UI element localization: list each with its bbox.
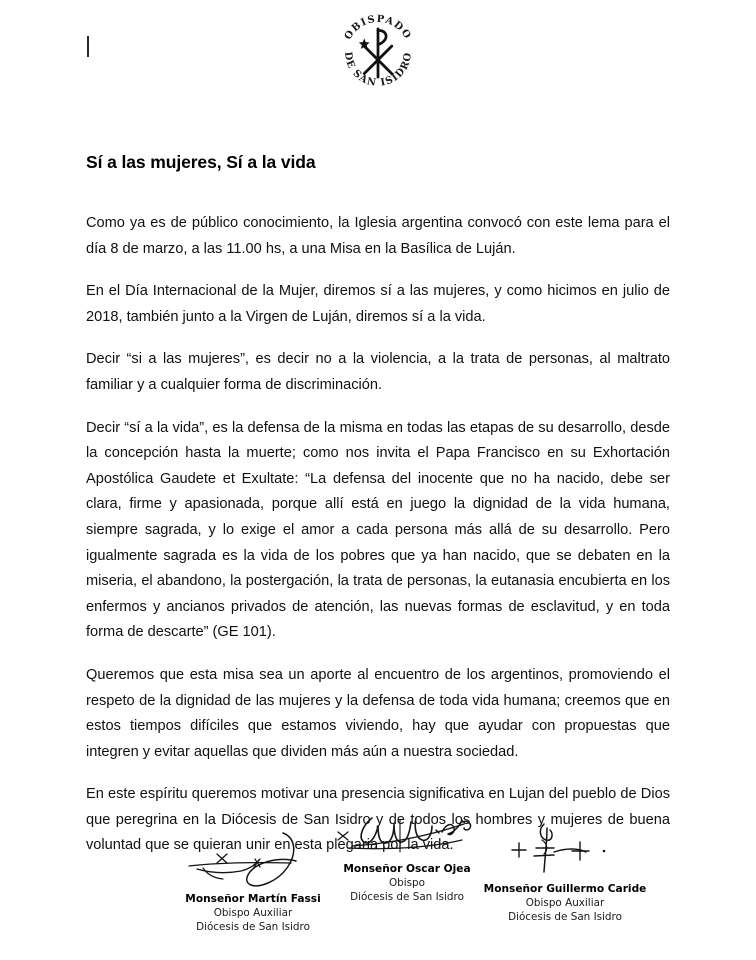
paragraph-5: Queremos que esta misa sea un aporte al encuentro de los argentinos, promoviendo el respeto de la dignidad de las mujeres y la defensa de toda vida humana; creemos que en estos tiempos difíciles que estamos viviendo, hay que ayudar con propuestas que integren y evitar aquellas que dividen más aún a nuestra sociedad. (86, 666, 670, 760)
signature-role: Obispo Auxiliar (213, 907, 293, 919)
paragraph-6: En este espíritu queremos motivar una presencia significativa en Lujan del pueblo de Dios que peregrina en la Diócesis de San Isidro y de todos los hombres y mujeres de buena voluntad que se quieran unir en esta plegaria por la vida. (86, 786, 670, 854)
margin-tick-mark (87, 36, 89, 57)
signature-role: Obispo (388, 877, 426, 889)
paragraph-1: Como ya es de público conocimiento, la Iglesia argentina convocó con este lema para el día 8 de marzo, a las 11.00 hs, a una Misa en la Basílica de Luján. (86, 215, 670, 257)
document-body (86, 152, 670, 859)
signature-row (0, 806, 756, 960)
handwritten-signature-caride-icon (452, 820, 678, 882)
signature-block-caride (452, 820, 678, 924)
svg-text:OBISPADO: OBISPADO (342, 13, 414, 42)
paragraph-2: En el Día Internacional de la Mujer, diremos sí a las mujeres, y como hicimos en julio de 2018, también junto a la Virgen de Luján, diremos sí a la vida. (86, 283, 670, 325)
letterhead (0, 0, 756, 108)
signature-diocese: Diócesis de San Isidro (350, 891, 464, 903)
signature-name: Monseñor Martín Fassi (185, 893, 321, 905)
signature-name: Monseñor Oscar Ojea (343, 863, 471, 875)
obispado-seal-icon (335, 10, 421, 96)
signature-name: Monseñor Guillermo Caride (483, 883, 647, 895)
signature-role: Obispo Auxiliar (525, 897, 605, 909)
page-title: Sí a las mujeres, Sí a la vida (86, 152, 316, 172)
svg-text:DE SAN ISIDRO: DE SAN ISIDRO (341, 51, 415, 89)
signature-diocese: Diócesis de San Isidro (508, 911, 622, 923)
signature-diocese: Diócesis de San Isidro (196, 921, 310, 933)
paragraph-3: Decir “si a las mujeres”, es decir no a la violencia, a la trata de personas, al maltrato familiar y a cualquier forma de discriminación. (86, 351, 670, 393)
paragraph-4-quote-gaudete-et-exultate: Decir “sí a la vida”, es la defensa de la misma en todas las etapas de su desarrollo, desde la concepción hasta la muerte; como nos invita el Papa Francisco en su Exhortación Apostólica Gaudete et Exultate: “La defensa del inocente que no ha nacido, debe ser clara, firme y apasionada, porque allí está en juego la dignidad de la vida humana, siempre sagrada, y lo exige el amor a cada persona más allá de su desarrollo. Pero igualmente sagrada es la vida de los pobres que ya han nacido, que se debaten en la miseria, el abandono, la postergación, la trata de personas, la eutanasia encubierta en los enfermos y ancianos privados de atención, las nuevas formas de esclavitud, y en toda forma de descarte” (GE 101). (86, 419, 670, 641)
